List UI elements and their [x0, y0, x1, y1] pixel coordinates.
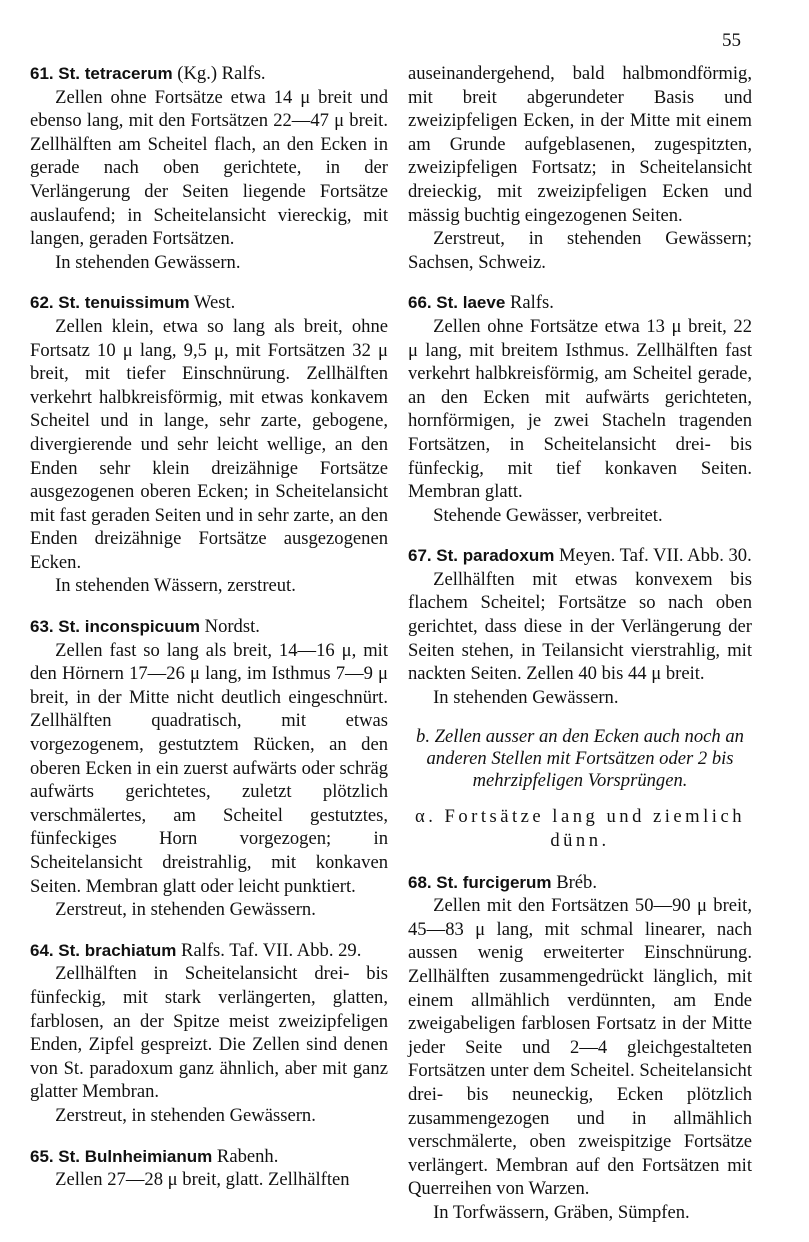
- species-heading: [30, 291, 388, 315]
- continuation-habitat: Zerstreut, in stehenden Gewässern; Sachsen, Schweiz.: [408, 228, 752, 273]
- species-name: St. laeve: [436, 293, 506, 313]
- species-number: 66.: [408, 293, 432, 313]
- species-habitat: In stehenden Gewässern.: [55, 251, 241, 273]
- species-heading: [408, 871, 752, 895]
- subheading-alpha: α. Fortsätze lang und ziemlich dünn.: [414, 806, 746, 852]
- species-name: St. paradoxum: [436, 546, 555, 566]
- species-entry: [30, 62, 388, 274]
- species-number: 64.: [30, 940, 54, 960]
- species-name: St. brachiatum: [58, 940, 177, 960]
- species-author: Meyen. Taf. VII. Abb. 30.: [559, 545, 752, 567]
- left-column: [30, 62, 388, 1209]
- species-heading: [30, 939, 388, 963]
- species-number: 61.: [30, 64, 54, 83]
- species-name: St. tenuissimum: [58, 293, 190, 313]
- species-habitat: Zerstreut, in stehenden Gewässern.: [55, 1104, 316, 1126]
- entries-a: [408, 291, 752, 709]
- species-habitat: In stehenden Gewässern.: [433, 686, 619, 708]
- species-entry: [30, 1145, 388, 1192]
- species-heading: [30, 1145, 388, 1169]
- right-column: [408, 62, 752, 1242]
- species-description: Zellen ohne Fortsätze etwa 13 μ breit, 22 μ lang, mit breitem Isthmus. Zellhälften fast verkehrt halbkreisförmig, am Scheitel gerade, an den Ecken mit aufwärts gerichteten, hornförmigen, je zwei Stacheln tragenden Fortsätzen, in Scheitelansicht drei- bis fünfeckig, mit tief konkaven Seiten. Membran glatt.: [408, 315, 752, 503]
- species-number: 62.: [30, 293, 54, 313]
- entries-b: [408, 871, 752, 1225]
- species-number: 63.: [30, 617, 54, 637]
- species-name: St. tetracerum: [58, 64, 173, 83]
- species-description: Zellen fast so lang als breit, 14—16 μ, mit den Hörnern 17—26 μ lang, im Isthmus 7—9 μ breit, in der Mitte nicht deutlich eingeschnürt. Zellhälften quadratisch, mit etwas vorgezogenem, gestutztem Rücken, an den oberen Ecken in ein zuerst aufwärts oder schräg aufwärts gerichtetes, zuletzt plötzlich verschmälertes, am Scheitel gestutztes, fünfeckiges Horn vorgezogen; in Scheitelansicht dreistrahlig, mit konkaven Seiten. Membran glatt oder leicht punktiert.: [30, 639, 388, 897]
- species-entry: [30, 291, 388, 598]
- species-heading: [408, 544, 752, 568]
- continuation-text: auseinandergehend, bald halbmondförmig, mit breit abgerundeter Basis und zweizipfeligen Ecken, in der Mitte mit einem am Grunde aufgeblasenen, zugespitzten, zweizipfeligen Fortsatz; in Scheitelansicht dreieckig, mit zweizipfeligen Ecken und mässig buchtig eingezogenen Seiten.: [408, 63, 752, 226]
- species-entry: [408, 291, 752, 527]
- species-name: St. furcigerum: [436, 872, 552, 892]
- species-entry: [30, 615, 388, 922]
- species-description: Zellen 27—28 μ breit, glatt. Zellhälften: [55, 1169, 350, 1191]
- page-number: 55: [722, 30, 741, 51]
- species-description: Zellen mit den Fortsätzen 50—90 μ breit, 45—83 μ lang, mit schmal linearer, nach aussen wenig erweiterter Einschnürung. Zellhälften zusammengedrückt länglich, mit einem allmählich verdünnten, am Ende zweigabeligen farblosen Fortsatz in der Mitte jeder Seite und 2—4 gleichgestalteten Fortsätzen unter dem Scheitel. Scheitelansicht drei- bis neuneckig, Ecken plötzlich zusammengezogen und in allmählich verschmälerte, oben zweispitzige Fortsätze verlängert. Membran auf den Fortsätzen mit Querreihen von Warzen.: [408, 895, 752, 1200]
- species-author: Ralfs. Taf. VII. Abb. 29.: [181, 939, 362, 961]
- species-entry: [408, 544, 752, 709]
- species-author: Nordst.: [204, 616, 260, 638]
- species-description: Zellhälften mit etwas konvexem bis flachem Scheitel; Fortsätze so nach oben gerichtet, dass diese in der Verlängerung der Seiten stehen, in Teilansicht vierstrahlig, mit nackten Seiten. Zellen 40 bis 44 μ breit.: [408, 568, 752, 685]
- species-number: 67.: [408, 546, 432, 566]
- species-habitat: Zerstreut, in stehenden Gewässern.: [55, 899, 316, 921]
- species-heading: [30, 615, 388, 639]
- species-habitat: Stehende Gewässer, verbreitet.: [433, 504, 663, 526]
- species-number: 68.: [408, 872, 432, 892]
- species-heading: [30, 62, 388, 86]
- subheading-b: b. Zellen ausser an den Ecken auch noch an anderen Stellen mit Fortsätzen oder 2 bis mehrzipfeligen Vorsprüngen.: [416, 726, 744, 792]
- species-name: St. Bulnheimianum: [58, 1146, 213, 1166]
- species-description: Zellen ohne Fortsätze etwa 14 μ breit und ebenso lang, mit den Fortsätzen 22—47 μ breit. Zellhälften am Scheitel flach, an den Ecken in gerade nach oben gerichtete, in der Verlängerung der Seiten liegende Fortsätze auslaufend; in Scheitelansicht viereckig, mit langen, geraden Fortsätzen.: [30, 86, 388, 250]
- species-habitat: In Torfwässern, Gräben, Sümpfen.: [433, 1201, 690, 1223]
- species-description: Zellhälften in Scheitelansicht drei- bis fünfeckig, mit stark verlängerten, glatten, farblosen, an der Spitze meist zweizipfeligen Enden, Zipfel gespreizt. Die Zellen sind denen von St. paradoxum ganz ähnlich, aber mit ganz glatter Membran.: [30, 963, 388, 1103]
- species-author: Ralfs.: [509, 292, 554, 314]
- species-author: Rabenh.: [216, 1145, 279, 1167]
- species-heading: [408, 291, 752, 315]
- species-author: Bréb.: [556, 871, 597, 893]
- species-author: (Kg.) Ralfs.: [177, 63, 266, 84]
- continuation-block: [408, 62, 752, 274]
- species-entry: [30, 939, 388, 1128]
- species-number: 65.: [30, 1146, 54, 1166]
- species-description: Zellen klein, etwa so lang als breit, ohne Fortsatz 10 μ lang, 9,5 μ, mit Fortsätzen 32 μ breit, mit tiefer Einschnürung. Zellhälften verkehrt halbkreisförmig, mit etwas konkavem Scheitel und in lange, sehr zarte, gebogene, divergierende und sehr leicht wellige, an den Enden sehr klein dreizähnige Fortsätze ausgezogenen oberen Ecken; in Scheitelansicht mit fast geraden Seiten und in sehr zarte, an den Enden dreizähnige Fortsätze ausgezogenen Ecken.: [30, 315, 388, 573]
- species-entry: [408, 871, 752, 1225]
- species-name: St. inconspicuum: [58, 617, 200, 637]
- species-author: West.: [193, 292, 236, 314]
- species-habitat: In stehenden Wässern, zerstreut.: [55, 575, 296, 597]
